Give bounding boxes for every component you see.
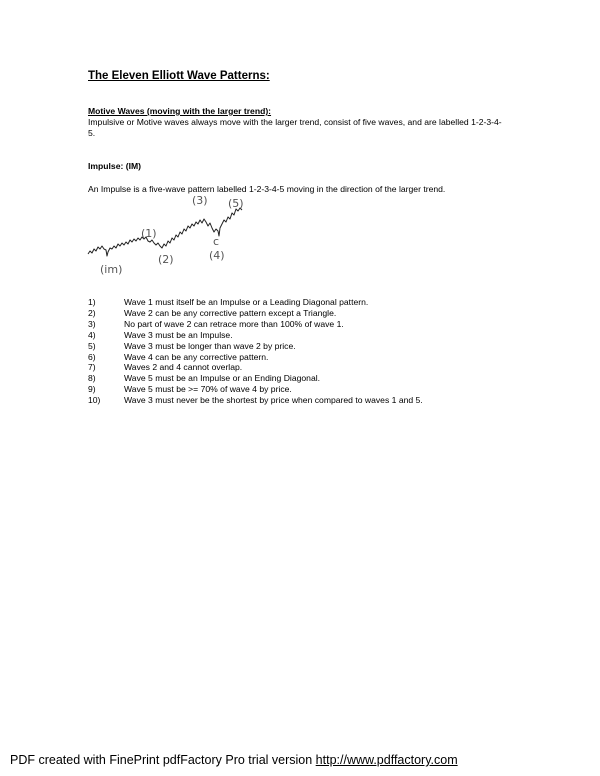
rule-item — [88, 362, 423, 373]
rule-item — [88, 384, 423, 395]
rule-item — [88, 395, 423, 406]
rule-text: No part of wave 2 can retrace more than 100% of wave 1. — [124, 318, 344, 329]
rule-text: Wave 3 must never be the shortest by price when compared to waves 1 and 5. — [124, 395, 423, 406]
rule-item — [88, 308, 423, 319]
page-title: The Eleven Elliott Wave Patterns: — [88, 70, 270, 82]
rule-item — [88, 373, 423, 384]
rule-text: Wave 4 can be any corrective pattern. — [124, 351, 269, 362]
rule-number: 5) — [88, 340, 96, 351]
rule-number: 8) — [88, 373, 96, 384]
rule-text: Wave 3 must be longer than wave 2 by price. — [124, 340, 296, 351]
pdf-footer — [10, 753, 458, 767]
footer-text: PDF created with FinePrint pdfFactory Pro trial version — [10, 753, 316, 767]
rule-number: 7) — [88, 362, 96, 373]
rule-number: 10) — [88, 395, 101, 406]
rule-item — [88, 352, 423, 363]
rule-number: 6) — [88, 351, 96, 362]
wave-label-2: (2) — [158, 253, 174, 266]
rule-number: 3) — [88, 318, 96, 329]
pdffactory-link[interactable]: http://www.pdffactory.com — [315, 753, 458, 767]
wave-label-3: (3) — [192, 194, 208, 207]
impulse-rules-list — [88, 297, 423, 406]
rule-number: 2) — [88, 307, 96, 318]
wave-label-5: (5) — [228, 197, 244, 210]
rule-text: Wave 2 can be any corrective pattern except a Triangle. — [124, 307, 337, 318]
wave-label-1: (1) — [141, 227, 157, 240]
rule-item — [88, 341, 423, 352]
motive-waves-heading: Motive Waves (moving with the larger trend): — [88, 106, 272, 116]
impulse-wave-diagram — [84, 192, 254, 278]
rule-text: Wave 5 must be an Impulse or an Ending Diagonal. — [124, 373, 321, 384]
rule-number: 9) — [88, 384, 96, 395]
impulse-heading: Impulse: (IM) — [88, 161, 141, 171]
rule-number: 1) — [88, 297, 96, 307]
wave-label-4: (4) — [209, 249, 225, 262]
wave-label-c: c — [213, 235, 220, 248]
wave-label-im: (im) — [100, 263, 123, 276]
rule-text: Wave 1 must itself be an Impulse or a Leading Diagonal pattern. — [124, 297, 369, 307]
rule-text: Wave 5 must be >= 70% of wave 4 by price. — [124, 384, 292, 395]
rule-number: 4) — [88, 329, 96, 340]
rule-item — [88, 297, 423, 308]
rule-item — [88, 330, 423, 341]
rule-text: Wave 3 must be an Impulse. — [124, 329, 233, 340]
rule-text: Waves 2 and 4 cannot overlap. — [124, 362, 243, 373]
rule-item — [88, 319, 423, 330]
impulse-description: An Impulse is a five-wave pattern labelled 1-2-3-4-5 moving in the direction of the larger trend. — [88, 184, 446, 194]
motive-waves-description: Impulsive or Motive waves always move with the larger trend, consist of five waves, and are labelled 1-2-3-4-5. — [88, 117, 502, 138]
